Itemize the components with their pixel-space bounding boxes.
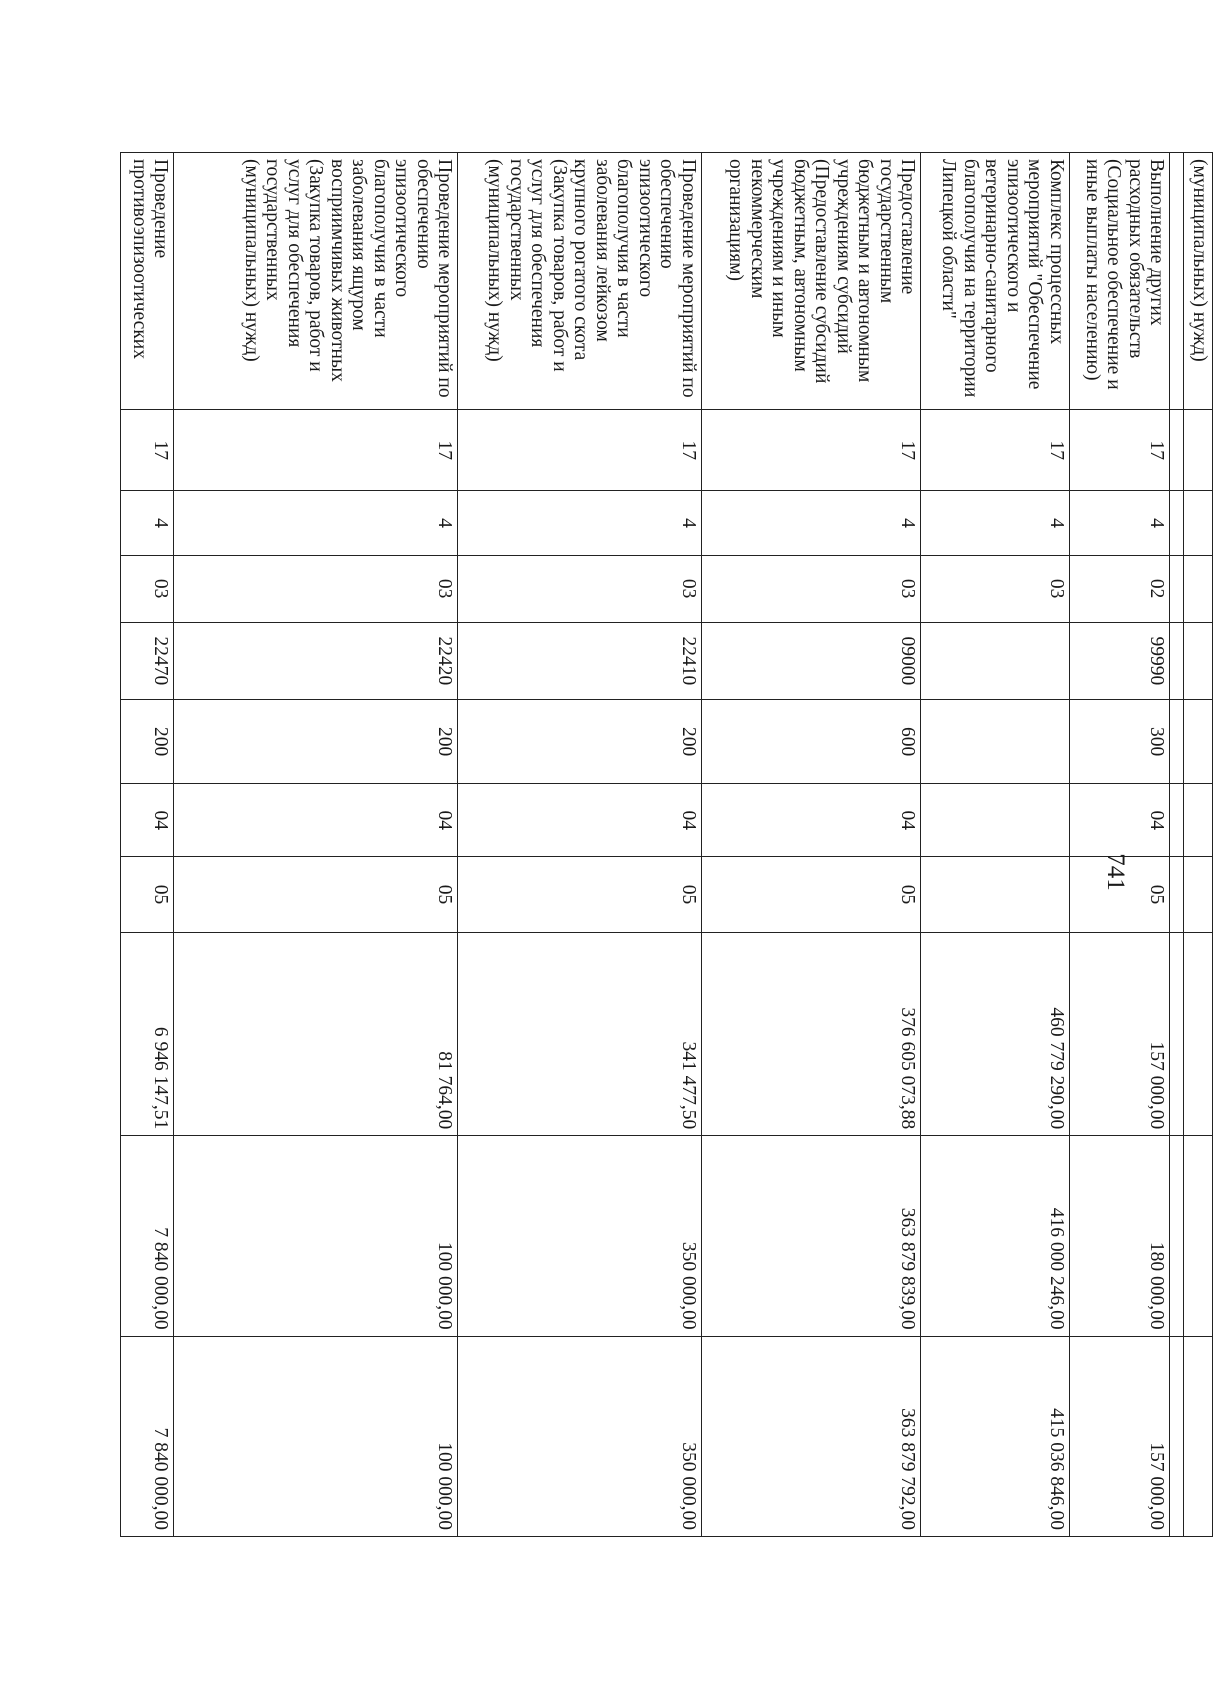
ministry-code: 17 <box>458 410 701 491</box>
expense-type-code <box>1183 700 1212 784</box>
extra-code-1: 04 <box>174 784 458 857</box>
row-name: Выполнение других расходных обязательств (Социальное обеспечение и иные выплаты населению) <box>1069 153 1170 410</box>
expense-type-code <box>1170 700 1183 784</box>
table-row <box>921 153 1069 1537</box>
program-code: 22470 <box>121 622 174 700</box>
program-code <box>1183 622 1212 700</box>
row-name: (муниципальных) нужд) <box>1183 153 1212 410</box>
section-code <box>1170 491 1183 556</box>
extra-code-1: 04 <box>121 784 174 857</box>
expense-type-code: 200 <box>458 700 701 784</box>
expense-type-code: 600 <box>701 700 921 784</box>
ministry-code: 17 <box>174 410 458 491</box>
ministry-code: 17 <box>921 410 1069 491</box>
amount-year-1: 6 946 147,51 <box>121 932 174 1136</box>
row-name: Проведение противоэпизоотических <box>121 153 174 410</box>
rotated-table-container <box>120 152 1213 1537</box>
expense-type-code <box>921 700 1069 784</box>
amount-year-3: 415 036 846,00 <box>921 1336 1069 1536</box>
subsection-code: 03 <box>458 555 701 622</box>
table-row <box>1069 153 1170 1537</box>
extra-code-2 <box>921 857 1069 932</box>
program-code: 09000 <box>701 622 921 700</box>
amount-year-3: 350 000,00 <box>458 1336 701 1536</box>
subsection-code: 02 <box>1069 555 1170 622</box>
amount-year-1: 460 779 290,00 <box>921 932 1069 1136</box>
section-code: 4 <box>458 491 701 556</box>
extra-code-2: 05 <box>121 857 174 932</box>
row-name: Проведение мероприятий по обеспечению эпизоотического благополучия в части заболевания ящуром восприимчивых животных (Закупка товаров, работ и услуг для обеспечения государственных (муниципальных) нужд) <box>174 153 458 410</box>
amount-year-1 <box>1170 932 1183 1136</box>
section-code <box>1183 491 1212 556</box>
extra-code-1: 04 <box>701 784 921 857</box>
amount-year-2 <box>1170 1136 1183 1336</box>
ministry-code <box>1183 410 1212 491</box>
amount-year-1: 341 477,50 <box>458 932 701 1136</box>
amount-year-2: 350 000,00 <box>458 1136 701 1336</box>
program-code <box>1170 622 1183 700</box>
amount-year-3 <box>1183 1336 1212 1536</box>
amount-year-2: 180 000,00 <box>1069 1136 1170 1336</box>
amount-year-3: 7 840 000,00 <box>121 1336 174 1536</box>
amount-year-2 <box>1183 1136 1212 1336</box>
amount-year-3: 363 879 792,00 <box>701 1336 921 1536</box>
table-row <box>458 153 701 1537</box>
page-number: 741 <box>1102 853 1129 891</box>
amount-year-3 <box>1170 1336 1183 1536</box>
table-row <box>1170 153 1183 1537</box>
ministry-code <box>1170 410 1183 491</box>
extra-code-2: 05 <box>458 857 701 932</box>
extra-code-1 <box>921 784 1069 857</box>
ministry-code: 17 <box>1069 410 1170 491</box>
amount-year-1: 157 000,00 <box>1069 932 1170 1136</box>
amount-year-2: 363 879 839,00 <box>701 1136 921 1336</box>
amount-year-2: 7 840 000,00 <box>121 1136 174 1336</box>
extra-code-2: 05 <box>1069 857 1170 932</box>
extra-code-2: 05 <box>701 857 921 932</box>
section-code: 4 <box>921 491 1069 556</box>
extra-code-2 <box>1183 857 1212 932</box>
extra-code-2: 05 <box>174 857 458 932</box>
rotated-table-frame <box>120 152 1213 1537</box>
amount-year-1: 376 605 073,88 <box>701 932 921 1136</box>
amount-year-2: 100 000,00 <box>174 1136 458 1336</box>
expense-type-code: 200 <box>174 700 458 784</box>
extra-code-1 <box>1183 784 1212 857</box>
row-name <box>1170 153 1183 410</box>
table-row <box>121 153 174 1537</box>
subsection-code: 03 <box>701 555 921 622</box>
ministry-code: 17 <box>701 410 921 491</box>
subsection-code: 03 <box>121 555 174 622</box>
ministry-code: 17 <box>121 410 174 491</box>
section-code: 4 <box>1069 491 1170 556</box>
program-code <box>921 622 1069 700</box>
section-code: 4 <box>701 491 921 556</box>
extra-code-1 <box>1170 784 1183 857</box>
subsection-code: 03 <box>174 555 458 622</box>
amount-year-1 <box>1183 932 1212 1136</box>
budget-table <box>120 152 1213 1537</box>
extra-code-1: 04 <box>1069 784 1170 857</box>
row-name: Предоставление государственным бюджетным и автономным учреждениям субсидий (Предоставление субсидий бюджетным, автономным учреждениям и иным некоммерческим организациям) <box>701 153 921 410</box>
table-row <box>174 153 458 1537</box>
section-code: 4 <box>121 491 174 556</box>
table-row <box>1183 153 1212 1537</box>
program-code: 22410 <box>458 622 701 700</box>
subsection-code <box>1183 555 1212 622</box>
row-name: Проведение мероприятий по обеспечению эпизоотического благополучия в части заболевания лейкозом крупного рогатого скота (Закупка товаров, работ и услуг для обеспечения государственных (муниципальных) нужд) <box>458 153 701 410</box>
program-code: 22420 <box>174 622 458 700</box>
row-name: Комплекс процессных мероприятий "Обеспечение эпизоотического и ветеринарно-санитарного благополучия на территории Липецкой области" <box>921 153 1069 410</box>
program-code: 99990 <box>1069 622 1170 700</box>
section-code: 4 <box>174 491 458 556</box>
subsection-code: 03 <box>921 555 1069 622</box>
subsection-code <box>1170 555 1183 622</box>
extra-code-2 <box>1170 857 1183 932</box>
extra-code-1: 04 <box>458 784 701 857</box>
table-row <box>701 153 921 1537</box>
amount-year-2: 416 000 246,00 <box>921 1136 1069 1336</box>
amount-year-3: 157 000,00 <box>1069 1336 1170 1536</box>
expense-type-code: 300 <box>1069 700 1170 784</box>
amount-year-3: 100 000,00 <box>174 1336 458 1536</box>
expense-type-code: 200 <box>121 700 174 784</box>
amount-year-1: 81 764,00 <box>174 932 458 1136</box>
